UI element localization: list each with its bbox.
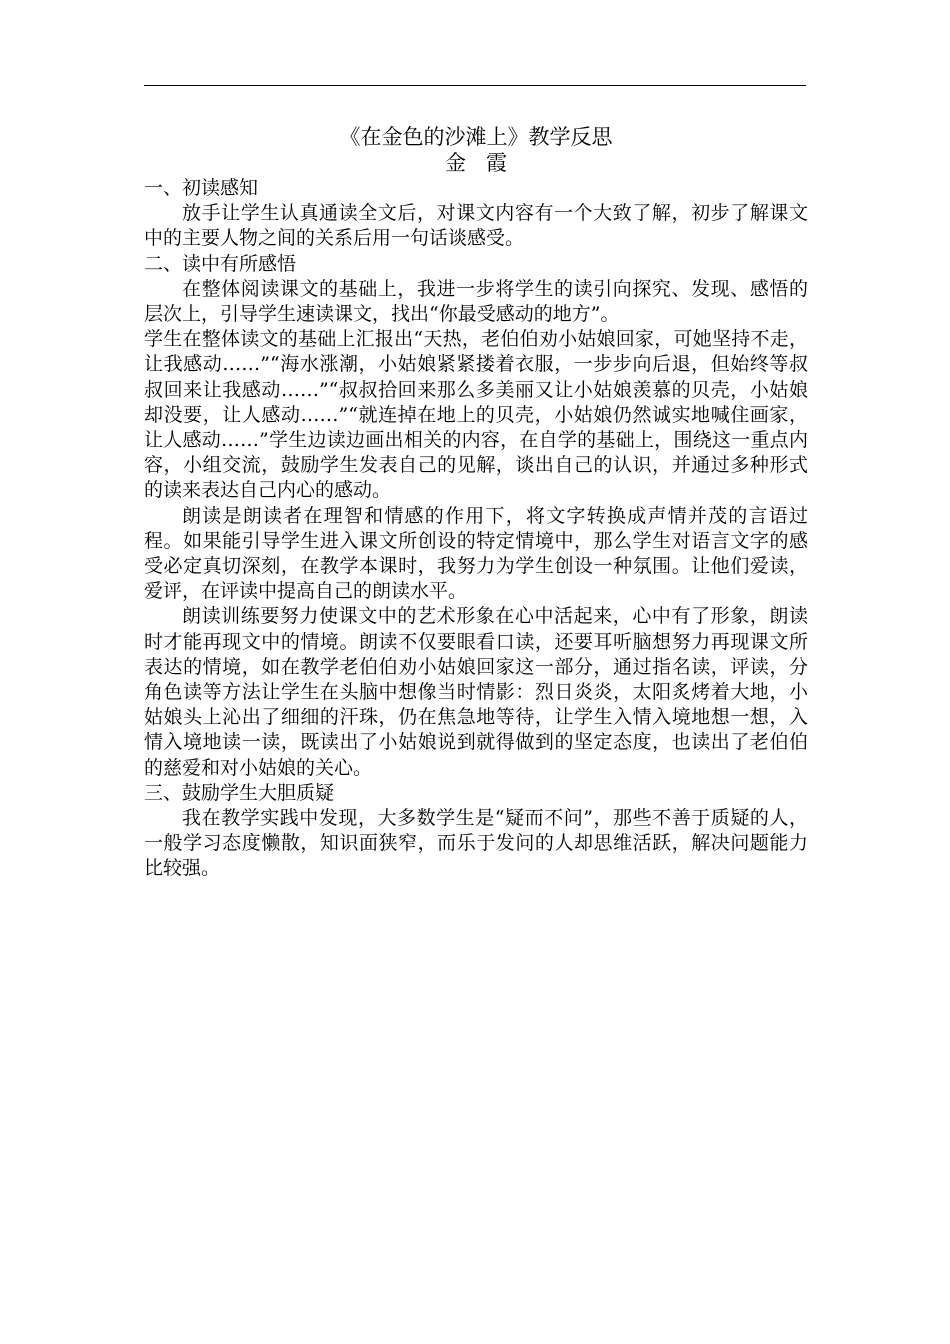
section-heading: 三、鼓励学生大胆质疑 bbox=[144, 781, 335, 804]
header-rule bbox=[144, 85, 806, 86]
section-encourage-questioning bbox=[144, 781, 808, 882]
section-initial-reading bbox=[144, 176, 808, 252]
paragraph: 我在教学实践中发现，大多数学生是“疑而不问”，那些不善于质疑的人，一般学习态度懒散，知识面狭窄，而乐于发问的人却思维活跃，解决问题能力比较强。 bbox=[144, 807, 808, 880]
section-heading: 一、初读感知 bbox=[144, 177, 259, 199]
paragraph: 朗读训练要努力使课文中的艺术形象在心中活起来，心中有了形象，朗读时才能再现文中的情境。朗读不仅要眼看口读，还要耳听脑想努力再现课文所表达的情境，如在教学老伯伯劝小姑娘回家这一部分，通过指名读，评读，分角色读等方法让学生在头脑中想像当时情影：烈日炎炎，太阳炙烤着大地，小姑娘头上沁出了细细的汗珠，仍在焦急地等待，让学生入情入境地想一想，入情入境地读一读，既读出了小姑娘说到就得做到的坚定态度，也读出了老伯伯的慈爱和对小姑娘的关心。 bbox=[144, 605, 808, 779]
section-heading: 二、读中有所感悟 bbox=[144, 252, 297, 275]
paragraph: 放手让学生认真通读全文后，对课文内容有一个大致了解，初步了解课文中的主要人物之间的关系后用一句话谈感受。 bbox=[144, 202, 808, 250]
paragraph: 在整体阅读课文的基础上，我进一步将学生的读引向探究、发现、感悟的层次上，引导学生速读课文，找出“你最受感动的地方”。 bbox=[144, 277, 808, 326]
paragraph: 学生在整体读文的基础上汇报出“天热，老伯伯劝小姑娘回家，可她坚持不走，让我感动……”“海水涨潮，小姑娘紧紧搂着衣服，一步步向后退，但始终等叔叔回来让我感动……”“叔叔拾回来那么多美丽又让小姑娘羡慕的贝壳，小姑娘却没要，让人感动……”“就连掉在地上的贝壳，小姑娘仍然诚实地喊住画家，让人感动……”学生边读边画出相关的内容，在自学的基础上，围绕这一重点内容，小组交流，鼓励学生发表自己的见解，谈出自己的认识，并通过多种形式的读来表达自己内心的感动。 bbox=[144, 328, 808, 502]
document-author: 金霞 bbox=[445, 151, 527, 175]
section-reading-insight bbox=[144, 252, 808, 781]
paragraph: 朗读是朗读者在理智和情感的作用下，将文字转换成声情并茂的言语过程。如果能引导学生进入课文所创设的特定情境中，那么学生对语言文字的感受必定真切深刻，在教学本课时，我努力为学生创设一种氛围。让他们爱读，爱评，在评读中提高自己的朗读水平。 bbox=[144, 504, 808, 603]
document-title: 《在金色的沙滩上》教学反思 bbox=[339, 125, 613, 149]
document-body bbox=[144, 124, 808, 882]
